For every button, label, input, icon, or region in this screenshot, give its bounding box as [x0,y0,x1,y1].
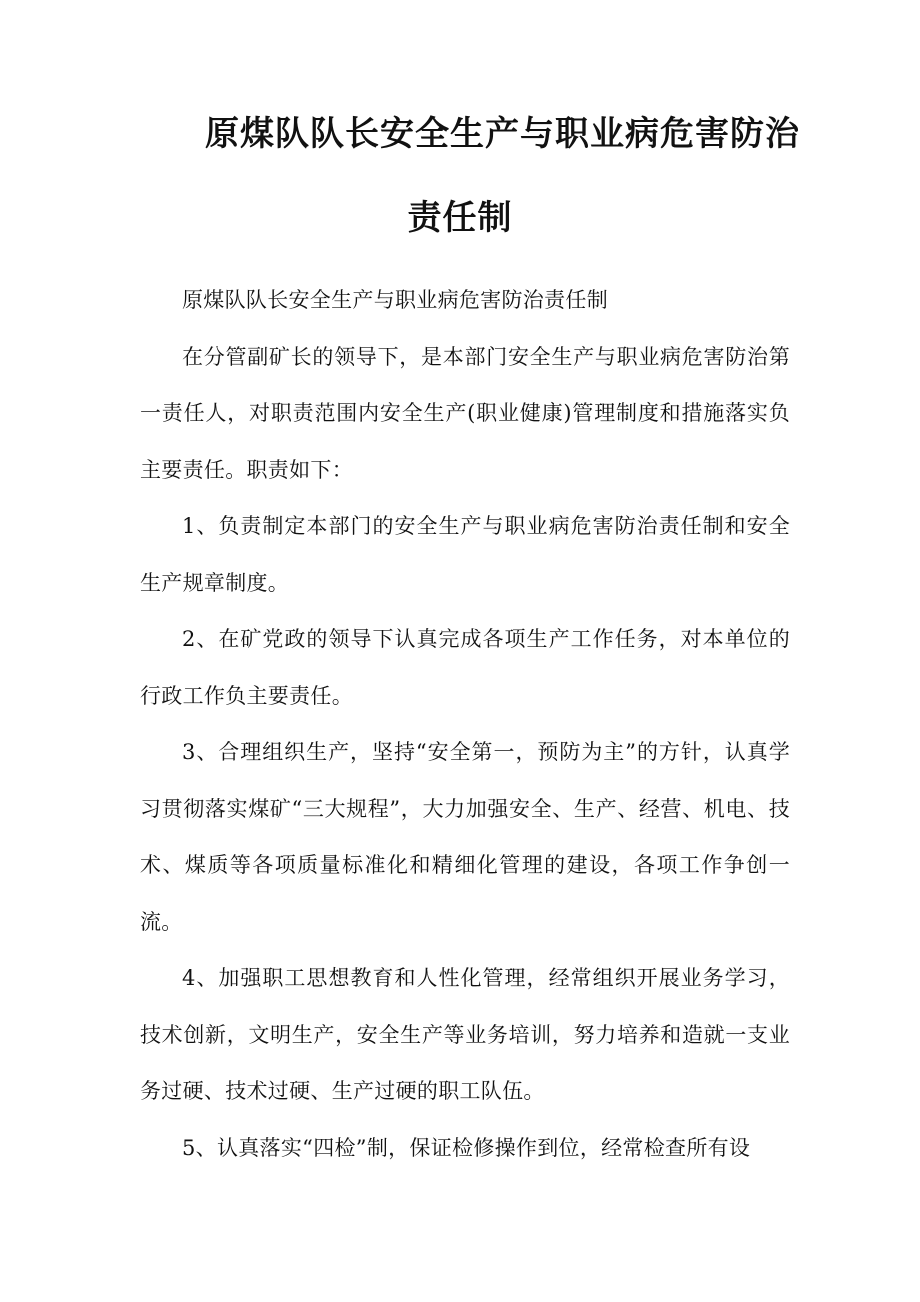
paragraph-item-2: 2、在矿党政的领导下认真完成各项生产工作任务，对本单位的行政工作负主要责任。 [140,627,790,708]
paragraph-item-5: 5、认真落实“四检”制，保证检修操作到位，经常检查所有设 [182,1135,751,1160]
document-title-line-1: 原煤队队长安全生产与职业病危害防治 [205,114,800,154]
paragraph-intro: 在分管副矿长的领导下，是本部门安全生产与职业病危害防治第一责任人，对职责范围内安全生产(职业健康)管理制度和措施落实负主要责任。职责如下： [140,344,790,482]
paragraph-item-3: 3、合理组织生产，坚持“安全第一，预防为主”的方针，认真学习贯彻落实煤矿“三大规程”，大力加强安全、生产、经营、机电、技术、煤质等各项质量标准化和精细化管理的建设，各项工作争创一流。 [140,740,790,934]
document-title-line-2: 责任制 [407,198,513,238]
document-body [140,272,790,1176]
paragraph-item-1: 1、负责制定本部门的安全生产与职业病危害防治责任制和安全生产规章制度。 [140,514,790,595]
paragraph-item-4: 4、加强职工思想教育和人性化管理，经常组织开展业务学习，技术创新，文明生产，安全生产等业务培训，努力培养和造就一支业务过硬、技术过硬、生产过硬的职工队伍。 [140,966,790,1103]
paragraph-subtitle: 原煤队队长安全生产与职业病危害防治责任制 [182,288,608,312]
